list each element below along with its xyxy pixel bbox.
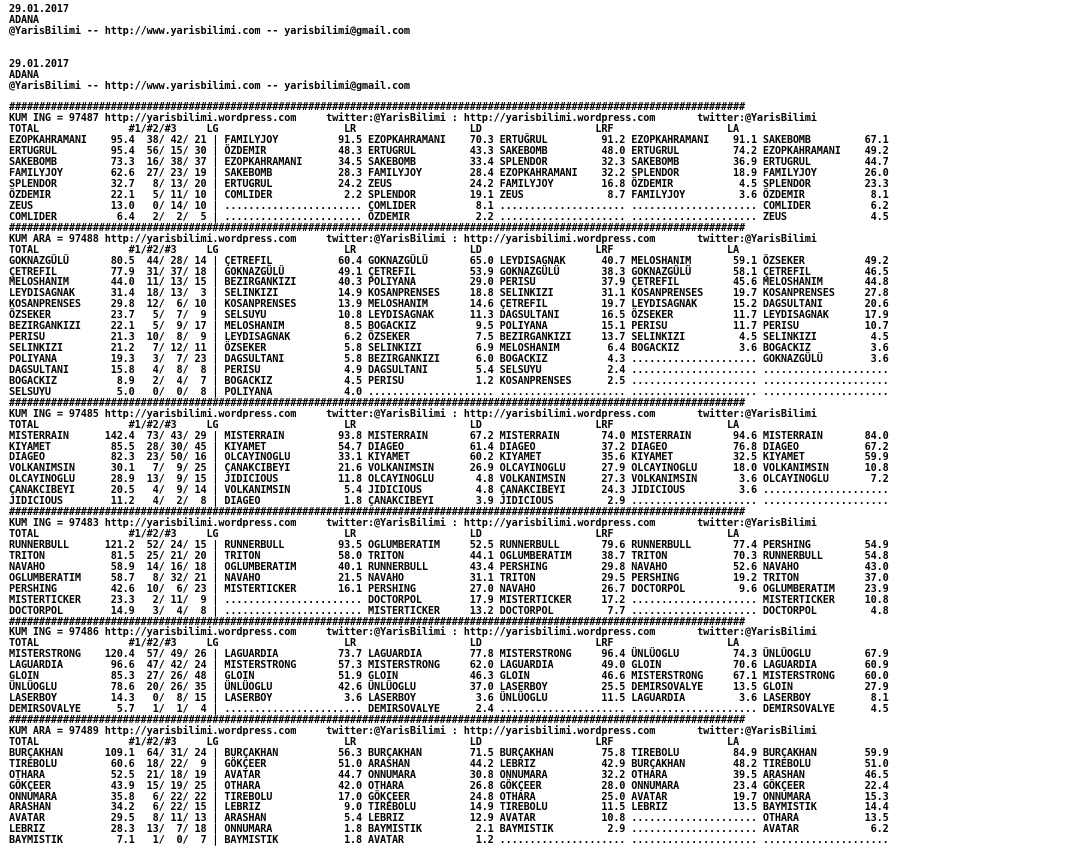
text-line: ÖZSEKER 23.7 5/ 7/ 9 | SELSUYU 10.8 LEYDISAGNAK 11.3 DAGSULTANI 16.5 ÖZSEKER 11.7 LEYDISAGNAK 17.9: [9, 310, 889, 322]
text-line: ADANA: [9, 69, 39, 81]
text-line: [9, 38, 1074, 49]
text-line: ###########################################################################################################################: [9, 397, 745, 409]
text-line: SAKEBOMB 73.3 16/ 38/ 37 | EZOPKAHRAMANI 34.5 SAKEBOMB 33.4 SPLENDOR 32.3 SAKEBOMB 36.9 ERTUGRUL 44.7: [9, 157, 889, 169]
text-line: JIDICIOUS 11.2 4/ 2/ 8 | DIAGEO 1.8 ÇANAKCIBEYI 3.9 JIDICIOUS 2.9 ..................... .....................: [9, 496, 889, 508]
text-line: BURÇAKHAN 109.1 64/ 31/ 24 | BURÇAKHAN 56.3 BURÇAKHAN 71.5 BURÇAKHAN 75.8 TIREBOLU 84.9 BURÇAKHAN 59.9: [9, 747, 889, 759]
text-line: MISTERTICKER 23.3 2/ 11/ 9 | ....................... DOCTORPOL 17.9 MISTERTICKER 17.2 ..................... MISTERTICKER 10.8: [9, 594, 889, 606]
text-line: RUNNERBULL 121.2 52/ 24/ 15 | RUNNERBULL 93.5 OGLUMBERATIM 52.5 RUNNERBULL 79.6 RUNNERBULL 77.4 PERSHING 54.9: [9, 539, 889, 551]
text-line: ÖZDEMIR 22.1 5/ 11/ 10 | COMLIDER 2.2 SPLENDOR 19.1 ZEUS 8.7 FAMILYJOY 3.6 ÖZDEMIR 8.1: [9, 189, 889, 201]
text-line: BEZIRGANKIZI 22.1 5/ 9/ 17 | MELOSHANIM 8.5 BOGACKIZ 9.5 POLIYANA 15.1 PERISU 11.7 PERISU 10.7: [9, 321, 889, 333]
text-line: ###########################################################################################################################: [9, 507, 745, 519]
text-line: GOKNAZGÜLÜ 80.5 44/ 28/ 14 | ÇETREFIL 60.4 GOKNAZGÜLÜ 65.0 LEYDISAGNAK 40.7 MELOSHANIM 59.1 ÖZSEKER 49.2: [9, 255, 889, 267]
text-line: MISTERSTRONG 120.4 57/ 49/ 26 | LAGUARDIA 73.7 LAGUARDIA 77.8 MISTERSTRONG 96.4 ÜNLÜOGLU 74.3 ÜNLÜOGLU 67.9: [9, 649, 889, 661]
text-line: ONNUMARA 35.8 6/ 22/ 22 | TIREBOLU 17.0 GÖKÇEER 24.8 OTHARA 25.0 AVATAR 19.7 ONNUMARA 15.3: [9, 791, 889, 803]
text-line: SELSUYU 5.0 0/ 0/ 8 | POLIYANA 4.0 ..................... ..................... ..................... .....................: [9, 386, 889, 398]
text-line: ZEUS 13.0 0/ 14/ 10 | ....................... ÇOMLIDER 8.1 ..................... ..................... COMLIDER 6.2: [9, 200, 889, 212]
text-line: ARASHAN 34.2 6/ 22/ 15 | LEBRIZ 9.0 TIREBOLU 14.9 TIREBOLU 11.5 LEBRIZ 13.5 BAYMISTIK 14.4: [9, 802, 889, 814]
text-line: BOGACKIZ 8.9 2/ 4/ 7 | BOGACKIZ 4.5 PERISU 1.2 KOSANPRENSES 2.5 ..................... .....................: [9, 375, 889, 387]
text-line: SELINKIZI 21.2 7/ 12/ 11 | ÖZSEKER 5.8 SELINKIZI 6.9 MELOSHANIM 6.4 BOGACKIZ 3.6 BOGACKIZ 3.6: [9, 343, 889, 355]
text-line: GÖKÇEER 43.9 15/ 19/ 25 | OTHARA 42.0 OTHARA 26.8 GÖKÇEER 28.0 ONNUMARA 23.4 GÖKÇEER 22.4: [9, 780, 889, 792]
text-line: ADANA: [9, 14, 39, 26]
text-line: AVATAR 29.5 8/ 11/ 13 | ARASHAN 5.4 LEBRIZ 12.9 AVATAR 10.8 ..................... OTHARA 13.5: [9, 813, 889, 825]
text-line: TOTAL #1/#2/#3 LG LR LD LRF LA: [9, 736, 739, 748]
text-line: ÇANAKCIBEYI 20.5 4/ 9/ 14 | VOLKANIMSIN 5.4 JIDICIOUS 4.8 ÇANAKCIBEYI 24.3 JIDICIOUS 3.6 .....................: [9, 485, 889, 497]
text-line: MISTERRAIN 142.4 73/ 43/ 29 | MISTERRAIN 93.8 MISTERRAIN 67.2 MISTERRAIN 74.0 MISTERRAIN 94.6 MISTERRAIN 84.0: [9, 430, 889, 442]
text-line: ###########################################################################################################################: [9, 222, 745, 234]
text-line: 29.01.2017: [9, 4, 69, 15]
text-line: PERSHING 42.6 10/ 6/ 23 | MISTERTICKER 16.1 PERSHING 27.0 NAVAHO 26.7 DOCTORPOL 9.6 OGLUMBERATIM 23.9: [9, 583, 889, 595]
text-line: TOTAL #1/#2/#3 LG LR LD LRF LA: [9, 419, 739, 431]
text-line: COMLIDER 6.4 2/ 2/ 5 | ....................... ÖZDEMIR 2.2 ..................... ..................... ZEUS 4.5: [9, 211, 889, 223]
text-line: LEBRIZ 28.3 13/ 7/ 18 | ONNUMARA 1.8 BAYMISTIK 2.1 BAYMISTIK 2.9 ..................... AVATAR 6.2: [9, 824, 889, 836]
text-line: EZOPKAHRAMANI 95.4 38/ 42/ 21 | FAMILYJOY 91.5 EZOPKAHRAMANI 70.3 ERTUĞRUL 91.2 EZOPKAHRAMANI 91.1 SAKEBOMB 67.1: [9, 135, 889, 147]
text-line: ###########################################################################################################################: [9, 616, 745, 628]
text-line: KUM ING = 97486 http://yarisbilimi.wordpress.com twitter:@YarisBilimi : http://yarisbilimi.wordpress.com twitter:@YarisBilimi: [9, 627, 817, 639]
text-line: TRITON 81.5 25/ 21/ 20 | TRITON 58.0 TRITON 44.1 OGLUMBERATIM 38.7 TRITON 70.3 RUNNERBULL 54.8: [9, 550, 889, 562]
text-line: KUM ING = 97487 http://yarisbilimi.wordpress.com twitter:@YarisBilimi : http://yarisbilimi.wordpress.com twitter:@YarisBilimi: [9, 113, 817, 125]
text-line: @YarisBilimi -- http://www.yarisbilimi.com -- yarisbilimi@gmail.com: [9, 25, 410, 37]
text-line: KUM ARA = 97489 http://yarisbilimi.wordpress.com twitter:@YarisBilimi : http://yarisbilimi.wordpress.com twitter:@YarisBilimi: [9, 725, 817, 737]
text-line: ###########################################################################################################################: [9, 714, 745, 726]
text-line: @YarisBilimi -- http://www.yarisbilimi.com -- yarisbilimi@gmail.com: [9, 80, 410, 92]
text-line: KUM ARA = 97488 http://yarisbilimi.wordpress.com twitter:@YarisBilimi : http://yarisbilimi.wordpress.com twitter:@YarisBilimi: [9, 233, 817, 245]
text-line: OTHARA 52.5 21/ 18/ 19 | AVATAR 44.7 ONNUMARA 30.8 ONNUMARA 32.2 OTHARA 39.5 ARASHAN 46.5: [9, 769, 889, 781]
text-line: FAMILYJOY 62.6 27/ 23/ 19 | SAKEBOMB 28.3 FAMILYJOY 28.4 EZOPKAHRAMANI 32.2 SPLENDOR 18.9 FAMILYJOY 26.0: [9, 168, 889, 180]
text-line: TOTAL #1/#2/#3 LG LR LD LRF LA: [9, 638, 739, 650]
text-line: KUM ING = 97483 http://yarisbilimi.wordpress.com twitter:@YarisBilimi : http://yarisbilimi.wordpress.com twitter:@YarisBilimi: [9, 518, 817, 530]
text-line: NAVAHO 58.9 14/ 16/ 18 | OGLUMBERATIM 40.1 RUNNERBULL 43.4 PERSHING 29.8 NAVAHO 52.6 NAVAHO 43.0: [9, 561, 889, 573]
text-line: [9, 49, 1074, 60]
text-line: DAGSULTANI 15.8 4/ 8/ 8 | PERISU 4.9 DAGSULTANI 5.4 SELSUYU 2.4 ..................... .....................: [9, 364, 889, 376]
text-line: DIAGEO 82.3 23/ 50/ 16 | OLCAYINOGLU 33.1 KIYAMET 60.2 KIYAMET 35.6 KIYAMET 32.5 KIYAMET 59.9: [9, 452, 889, 464]
text-line: TOTAL #1/#2/#3 LG LR LD LRF LA: [9, 124, 739, 136]
text-line: PERISU 21.3 10/ 8/ 9 | LEYDISAGNAK 6.2 ÖZSEKER 7.5 BEZIRGANKIZI 13.7 SELINKIZI 4.5 SELINKIZI 4.5: [9, 332, 889, 344]
text-line: MELOSHANIM 44.0 11/ 13/ 15 | BEZIRGANKIZI 40.3 POLIYANA 29.0 PERISU 37.9 ÇETREFIL 45.6 MELOSHANIM 44.8: [9, 277, 889, 289]
text-line: KUM ING = 97485 http://yarisbilimi.wordpress.com twitter:@YarisBilimi : http://yarisbilimi.wordpress.com twitter:@YarisBilimi: [9, 408, 817, 420]
text-line: LEYDISAGNAK 31.4 18/ 13/ 3 | SELINKIZI 14.9 KOSANPRENSES 18.8 SELINKIZI 31.1 KOSANPRENSES 19.7 KOSANPRENSES 27.8: [9, 288, 889, 300]
text-line: SPLENDOR 32.7 8/ 13/ 20 | ERTUGRUL 24.2 ZEUS 24.2 FAMILYJOY 16.8 ÖZDEMIR 4.5 SPLENDOR 23.3: [9, 179, 889, 190]
text-line: DEMIRSOVALYE 5.7 1/ 1/ 4 | ....................... DEMIRSOVALYE 2.4 ..................... ..................... DEMIRSOVALYE 4.5: [9, 704, 889, 715]
text-line: DOCTORPOL 14.9 3/ 4/ 8 | ....................... MISTERTICKER 13.2 DOCTORPOL 7.7 ..................... DOCTORPOL 4.8: [9, 605, 889, 617]
text-line: VOLKANIMSIN 30.1 7/ 9/ 25 | ÇANAKCIBEYI 21.6 VOLKANIMSIN 26.9 OLCAYINOGLU 27.9 OLCAYINOGLU 18.0 VOLKANIMSIN 10.8: [9, 463, 889, 475]
text-line: LASERBOY 14.3 0/ 8/ 15 | LASERBOY 3.6 LASERBOY 3.6 ÜNLÜOGLU 11.5 LAGUARDIA 3.6 LASERBOY 8.1: [9, 693, 889, 705]
text-line: OLCAYINOGLU 28.9 13/ 9/ 15 | JIDICIOUS 11.8 OLCAYINOGLU 4.8 VOLKANIMSIN 27.3 VOLKANIMSIN 3.6 OLCAYINOGLU 7.2: [9, 474, 889, 486]
text-line: KIYAMET 85.5 28/ 30/ 45 | KIYAMET 54.7 DIAGEO 61.4 DIAGEO 37.2 DIAGEO 76.8 DIAGEO 67.2: [9, 441, 889, 453]
text-line: LAGUARDIA 96.6 47/ 42/ 24 | MISTERSTRONG 57.3 MISTERSTRONG 62.0 LAGUARDIA 49.0 GLOIN 70.6 LAGUARDIA 60.9: [9, 660, 889, 672]
text-line: POLIYANA 19.3 3/ 7/ 23 | DAGSULTANI 5.8 BEZIRGANKIZI 6.0 BOGACKIZ 4.3 ..................... GOKNAZGÜLÜ 3.6: [9, 354, 889, 365]
text-line: ###########################################################################################################################: [9, 102, 745, 114]
text-line: OGLUMBERATIM 58.7 8/ 32/ 21 | NAVAHO 21.5 NAVAHO 31.1 TRITON 29.5 PERSHING 19.2 TRITON 37.0: [9, 572, 889, 584]
text-line: TIREBOLU 60.6 18/ 22/ 9 | GÖKÇEER 51.0 ARASHAN 44.2 LEBRIZ 42.9 BURÇAKHAN 48.2 TIREBOLU 51.0: [9, 758, 889, 770]
text-line: ÜNLÜOGLU 78.6 20/ 26/ 35 | ÜNLÜOGLU 42.6 ÜNLÜOGLU 37.0 LASERBOY 25.5 DEMIRSOVALYE 13.5 GLOIN 27.9: [9, 682, 889, 694]
text-line: KOSANPRENSES 29.8 12/ 6/ 10 | KOSANPRENSES 13.9 MELOSHANIM 14.6 ÇETREFIL 19.7 LEYDISAGNAK 15.2 DAGSULTANI 20.6: [9, 299, 889, 311]
text-line: 29.01.2017: [9, 58, 69, 70]
text-line: TOTAL #1/#2/#3 LG LR LD LRF LA: [9, 529, 739, 540]
text-line: GLOIN 85.3 27/ 26/ 48 | GLOIN 51.9 GLOIN 46.3 GLOIN 46.6 MISTERSTRONG 67.1 MISTERSTRONG 60.0: [9, 671, 889, 683]
text-line: TOTAL #1/#2/#3 LG LR LD LRF LA: [9, 244, 739, 256]
text-line: ERTUGRUL 95.4 56/ 15/ 30 | ÖZDEMIR 48.3 ERTUGRUL 43.3 SAKEBOMB 48.0 ERTUGRUL 74.2 EZOPKAHRAMANI 49.2: [9, 146, 889, 158]
text-line: BAYMISTIK 7.1 1/ 0/ 7 | BAYMISTIK 1.8 AVATAR 1.2 ..................... ..................... .....................: [9, 835, 889, 847]
text-line: ÇETREFIL 77.9 31/ 37/ 18 | GOKNAZGÜLÜ 49.1 ÇETREFIL 53.9 GOKNAZGÜLÜ 38.3 GOKNAZGÜLÜ 58.1 ÇETREFIL 46.5: [9, 266, 889, 278]
